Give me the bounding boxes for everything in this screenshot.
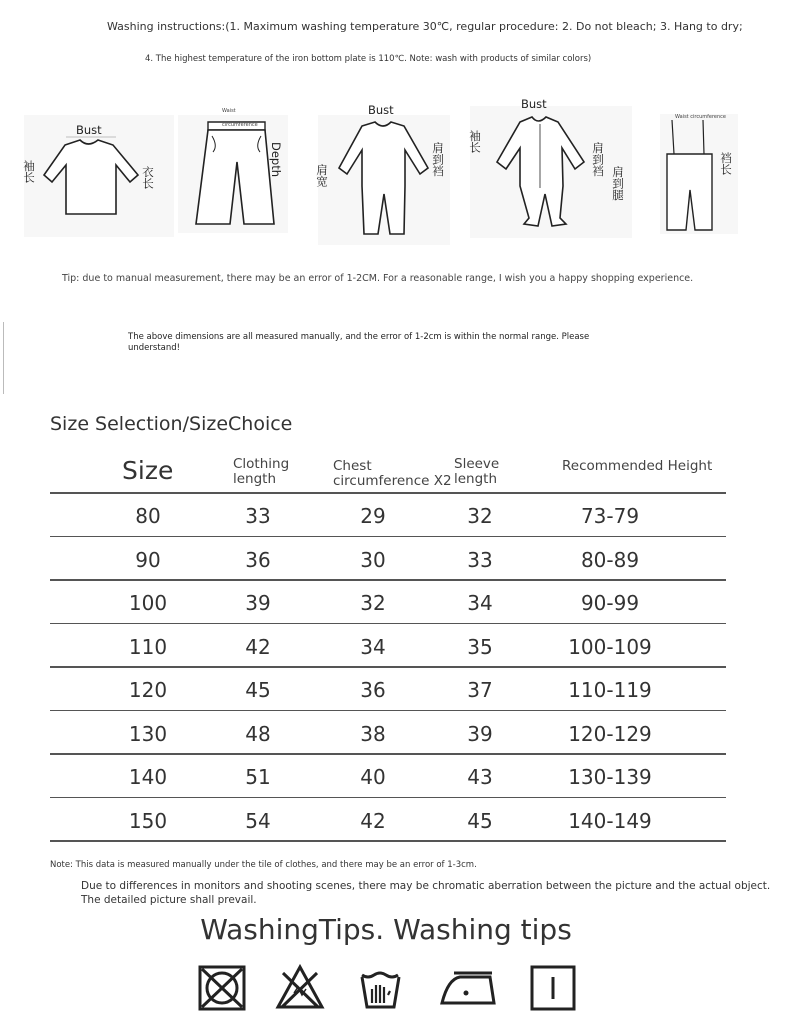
cell-recommended-height: 100-109 [568,634,652,659]
washing-instructions-line1: Washing instructions:(1. Maximum washing temperature 30℃, regular procedure: 2. Do not bleach; 3. Hang to dry; [107,20,743,33]
footed-romper-foot-label: 肩到腿 [611,166,625,201]
cell-size: 100 [128,591,168,615]
cell-sleeve-length: 32 [467,504,493,528]
table-divider [50,840,726,842]
cell-chest: 36 [360,678,386,702]
washing-instructions-line2: 4. The highest temperature of the iron bottom plate is 110℃. Note: wash with products of similar colors) [145,54,592,64]
cell-chest: 29 [360,504,386,528]
romper-bust-label: Bust [368,103,394,117]
pants-circumference-label: circumference [222,122,258,128]
table-divider [50,666,726,668]
cell-sleeve-length: 34 [467,591,493,615]
cell-recommended-height: 140-149 [568,808,652,833]
table-divider [50,797,726,799]
overalls-length-label: 裆长 [719,152,733,175]
romper-shoulder-crotch-label: 肩到裆 [431,142,445,177]
cell-clothing-length: 33 [245,504,271,528]
cell-recommended-height: 73-79 [580,504,640,528]
cell-sleeve-length: 45 [467,808,493,833]
cell-sleeve-length: 33 [467,547,493,572]
dimensions-note: The above dimensions are all measured manually, and the error of 1-2cm is within the normal range. Please understand! [128,332,590,353]
cell-sleeve-length: 35 [467,634,493,659]
do-not-tumble-dry-icon [200,967,244,1009]
cell-chest: 40 [360,765,386,789]
pants-diagram [178,108,288,233]
cell-clothing-length: 51 [245,765,271,789]
care-symbols [190,963,590,1013]
table-divider [50,492,726,494]
overalls-diagram [660,114,738,234]
cell-chest: 32 [360,591,386,615]
footed-romper-bust-label: Bust [521,97,547,111]
cell-size: 140 [128,765,168,789]
pants-waist-label: Waist [222,108,236,114]
cell-sleeve-length: 39 [467,721,493,746]
size-selection-title: Size Selection/SizeChoice [50,413,293,435]
cell-sleeve-length: 37 [467,678,493,702]
tshirt-length-label: 衣长 [141,166,155,189]
color-disclaimer: Due to differences in monitors and shooting scenes, there may be chromatic aberration between the picture and the actual object. The detailed picture shall prevail. [81,880,771,906]
cell-recommended-height: 130-139 [568,765,652,789]
footed-romper-crotch-label: 肩到裆 [591,142,605,177]
garment-diagrams [0,90,790,250]
do-not-bleach-icon [278,967,322,1007]
side-divider [3,322,4,394]
cell-clothing-length: 48 [245,721,271,746]
hang-dry-icon [532,967,574,1009]
table-divider [50,536,726,538]
overalls-waist-label: Waist circumference [675,114,726,120]
cell-clothing-length: 45 [245,678,271,702]
cell-clothing-length: 36 [245,547,271,572]
table-divider [50,623,726,625]
header-recommended-height: Recommended Height [562,458,713,474]
cell-clothing-length: 42 [245,634,271,659]
measurement-note: Note: This data is measured manually under the tile of clothes, and there may be an error of 1-3cm. [50,860,477,870]
iron-low-icon [442,973,494,1003]
header-clothing-length: Clothing length [233,456,290,487]
cell-size: 90 [135,547,161,572]
cell-sleeve-length: 43 [467,765,493,789]
pants-depth-label: Depth [269,142,283,178]
tshirt-diagram [22,115,174,237]
cell-size: 120 [128,678,168,702]
cell-size: 150 [128,808,168,833]
hand-wash-icon [362,973,399,1007]
cell-chest: 34 [360,634,386,659]
table-divider [50,710,726,712]
header-sleeve-length: Sleeve length [454,456,500,487]
washing-tips-title: WashingTips. Washing tips [200,913,572,946]
cell-chest: 30 [360,547,386,572]
header-size: Size [122,456,174,485]
cell-clothing-length: 39 [245,591,271,615]
table-divider [50,753,726,755]
header-chest-circumference: Chest circumference X2 [333,458,452,489]
romper-diagram [315,103,450,245]
tshirt-bust-label: Bust [76,123,102,137]
footed-romper-diagram [468,97,632,238]
cell-size: 80 [135,504,161,528]
size-table [50,450,726,843]
measurement-tip: Tip: due to manual measurement, there may be an error of 1-2CM. For a reasonable range, I wish you a happy shopping experience. [62,273,694,284]
cell-clothing-length: 54 [245,808,271,833]
cell-recommended-height: 80-89 [580,547,640,572]
cell-recommended-height: 90-99 [580,591,640,615]
romper-shoulder-label: 肩宽 [315,164,329,187]
cell-size: 130 [128,721,168,746]
cell-recommended-height: 120-129 [568,721,652,746]
cell-recommended-height: 110-119 [568,678,652,702]
table-divider [50,579,726,581]
cell-size: 110 [128,634,168,659]
footed-romper-sleeve-label: 袖长 [468,130,482,153]
cell-chest: 38 [360,721,386,746]
tshirt-sleeve-label: 袖长 [22,160,36,183]
cell-chest: 42 [360,808,386,833]
